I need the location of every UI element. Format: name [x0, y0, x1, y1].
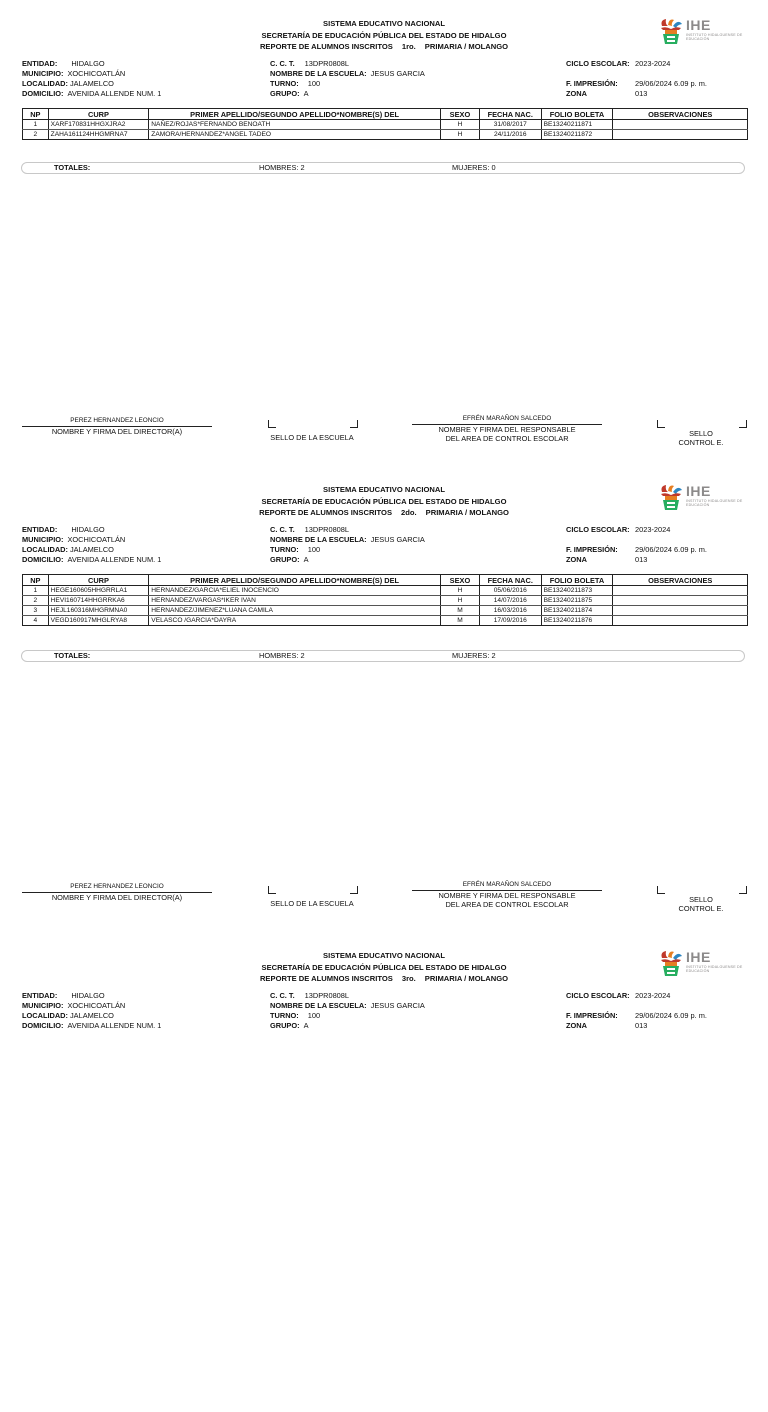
column-header: CURP	[48, 109, 149, 120]
director-signature: PEREZ HERNANDEZ LEONCIO NOMBRE Y FIRMA DEL DIRECTOR(A)	[22, 417, 212, 437]
table-row	[23, 596, 748, 606]
report-page	[0, 480, 768, 946]
control-stamp-label: SELLO CONTROL E.	[678, 895, 724, 913]
total-hombres: HOMBRES: 2	[259, 651, 305, 660]
school-stamp-label: SELLO DE LA ESCUELA	[270, 433, 354, 442]
ihe-logo-icon	[658, 16, 684, 46]
total-mujeres: MUJERES: 0	[452, 163, 496, 172]
cycle-info: CICLO ESCOLAR: 2023-2024 F. IMPRESIÓN: 29/06/2024 6.09 p. m. ZONA 013	[566, 991, 707, 1030]
header-line-1: SISTEMA EDUCATIVO NACIONAL	[323, 951, 445, 960]
column-header: OBSERVACIONES	[613, 575, 748, 586]
ihe-logo-icon	[658, 948, 684, 978]
table-header-row	[23, 109, 748, 120]
column-header: PRIMER APELLIDO/SEGUNDO APELLIDO*NOMBRE(S) DEL	[149, 109, 441, 120]
responsible-signature: EFRÉN MARAÑON SALCEDO NOMBRE Y FIRMA DEL RESPONSABLE DEL AREA DE CONTROL ESCOLAR	[412, 415, 602, 443]
column-header: OBSERVACIONES	[613, 109, 748, 120]
column-header: NP	[23, 109, 49, 120]
column-header: SEXO	[440, 109, 479, 120]
header-line-2: SECRETARÍA DE EDUCACIÓN PÚBLICA DEL ESTADO DE HIDALGO	[261, 962, 507, 972]
cell-sexo: H	[440, 130, 479, 140]
table-row	[23, 120, 748, 130]
logo-brand: IHE	[686, 949, 711, 965]
cell-np: 2	[23, 130, 49, 140]
control-stamp-label: SELLO CONTROL E.	[678, 429, 724, 447]
header-line-3: REPORTE DE ALUMNOS INSCRITOS 3ro. PRIMARIA / MOLANGO	[259, 974, 509, 983]
ihe-logo	[656, 16, 756, 48]
cell-nombre: HERNANDEZ/VARGAS*IKER IVAN	[149, 596, 441, 606]
cell-nombre: NAÑEZ/ROJAS*FERNANDO BENOATH	[149, 120, 441, 130]
cell-observaciones	[613, 616, 748, 626]
cell-observaciones	[613, 596, 748, 606]
table-row	[23, 616, 748, 626]
school-info: C. C. T. 13DPR0808L NOMBRE DE LA ESCUELA: JESUS GARCIA TURNO: 100 GRUPO: A	[270, 525, 425, 564]
students-table	[22, 108, 748, 140]
grade: 2do.	[401, 508, 417, 517]
cell-fecha: 05/06/2016	[479, 586, 541, 596]
column-header: FECHA NAC.	[479, 109, 541, 120]
cell-observaciones	[613, 130, 748, 140]
cell-curp: HEGE160605HHGRRLA1	[48, 586, 149, 596]
totals-bar	[21, 650, 745, 662]
cell-fecha: 31/08/2017	[479, 120, 541, 130]
totals-label: TOTALES:	[54, 163, 91, 172]
logo-subtitle: INSTITUTO HIDALGUENSE DE EDUCACIÓN	[686, 499, 743, 508]
column-header: FOLIO BOLETA	[541, 575, 613, 586]
header-line-2: SECRETARÍA DE EDUCACIÓN PÚBLICA DEL ESTADO DE HIDALGO	[261, 496, 507, 506]
table-row	[23, 130, 748, 140]
cell-folio: BE13240211874	[541, 606, 613, 616]
cell-observaciones	[613, 586, 748, 596]
cell-np: 3	[23, 606, 49, 616]
cell-sexo: H	[440, 586, 479, 596]
grade: 3ro.	[401, 974, 416, 983]
location-info: ENTIDAD: HIDALGO MUNICIPIO: XOCHICOATLÁN LOCALIDAD: JALAMELCO DOMICILIO: AVENIDA ALLENDE NUM. 1	[22, 525, 162, 564]
header-line-1: SISTEMA EDUCATIVO NACIONAL	[323, 485, 445, 494]
table-row	[23, 586, 748, 596]
column-header: FECHA NAC.	[479, 575, 541, 586]
cell-folio: BE13240211872	[541, 130, 613, 140]
cell-fecha: 17/09/2016	[479, 616, 541, 626]
cell-curp: VEGD160917MHGLRYA8	[48, 616, 149, 626]
cell-folio: BE13240211876	[541, 616, 613, 626]
totals-bar	[21, 162, 745, 174]
column-header: FOLIO BOLETA	[541, 109, 613, 120]
cell-curp: HEVI160714HHGRRKA6	[48, 596, 149, 606]
column-header: CURP	[48, 575, 149, 586]
cell-sexo: M	[440, 616, 479, 626]
report-page	[0, 14, 768, 480]
grade: 1ro.	[401, 42, 416, 51]
cell-np: 1	[23, 586, 49, 596]
cell-fecha: 14/07/2016	[479, 596, 541, 606]
cell-np: 4	[23, 616, 49, 626]
report-header	[0, 950, 768, 985]
cell-sexo: M	[440, 606, 479, 616]
cycle-info: CICLO ESCOLAR: 2023-2024 F. IMPRESIÓN: 29/06/2024 6.09 p. m. ZONA 013	[566, 525, 707, 564]
cell-fecha: 16/03/2016	[479, 606, 541, 616]
cell-sexo: H	[440, 120, 479, 130]
totals-label: TOTALES:	[54, 651, 91, 660]
logo-brand: IHE	[686, 17, 711, 33]
cell-folio: BE13240211871	[541, 120, 613, 130]
header-line-1: SISTEMA EDUCATIVO NACIONAL	[323, 19, 445, 28]
report-header	[0, 18, 768, 53]
cell-sexo: H	[440, 596, 479, 606]
cell-folio: BE13240211873	[541, 586, 613, 596]
cell-folio: BE13240211875	[541, 596, 613, 606]
report-page	[0, 946, 768, 1412]
cell-curp: XARF170831HHGXJRA2	[48, 120, 149, 130]
school-stamp-box	[268, 420, 358, 430]
total-mujeres: MUJERES: 2	[452, 651, 496, 660]
cell-np: 2	[23, 596, 49, 606]
header-line-2: SECRETARÍA DE EDUCACIÓN PÚBLICA DEL ESTADO DE HIDALGO	[261, 30, 507, 40]
ihe-logo	[656, 482, 756, 514]
cell-np: 1	[23, 120, 49, 130]
cell-nombre: VELASCO /GARCIA*DAYRA	[149, 616, 441, 626]
school-info: C. C. T. 13DPR0808L NOMBRE DE LA ESCUELA: JESUS GARCIA TURNO: 100 GRUPO: A	[270, 59, 425, 98]
responsible-signature: EFRÉN MARAÑON SALCEDO NOMBRE Y FIRMA DEL RESPONSABLE DEL AREA DE CONTROL ESCOLAR	[412, 881, 602, 909]
column-header: PRIMER APELLIDO/SEGUNDO APELLIDO*NOMBRE(S) DEL	[149, 575, 441, 586]
ihe-logo	[656, 948, 756, 980]
header-line-3: REPORTE DE ALUMNOS INSCRITOS 1ro. PRIMARIA / MOLANGO	[259, 42, 509, 51]
total-hombres: HOMBRES: 2	[259, 163, 305, 172]
cell-nombre: HERNANDEZ/GARCIA*ELIEL INOCENCIO	[149, 586, 441, 596]
ihe-logo-icon	[658, 482, 684, 512]
cycle-info: CICLO ESCOLAR: 2023-2024 F. IMPRESIÓN: 29/06/2024 6.09 p. m. ZONA 013	[566, 59, 707, 98]
cell-nombre: ZAMORA/HERNANDEZ*ANGEL TADEO	[149, 130, 441, 140]
report-header	[0, 484, 768, 519]
school-stamp-box	[268, 886, 358, 896]
students-table	[22, 574, 748, 626]
cell-curp: ZAHA161124HHGMRNA7	[48, 130, 149, 140]
cell-observaciones	[613, 120, 748, 130]
cell-fecha: 24/11/2016	[479, 130, 541, 140]
cell-curp: HEJL160316MHGRMNA0	[48, 606, 149, 616]
cell-nombre: HERNANDEZ/JIMENEZ*LUANA CAMILA	[149, 606, 441, 616]
table-header-row	[23, 575, 748, 586]
column-header: SEXO	[440, 575, 479, 586]
logo-brand: IHE	[686, 483, 711, 499]
school-info: C. C. T. 13DPR0808L NOMBRE DE LA ESCUELA: JESUS GARCIA TURNO: 100 GRUPO: A	[270, 991, 425, 1030]
table-row	[23, 606, 748, 616]
location-info: ENTIDAD: HIDALGO MUNICIPIO: XOCHICOATLÁN LOCALIDAD: JALAMELCO DOMICILIO: AVENIDA ALLENDE NUM. 1	[22, 59, 162, 98]
cell-observaciones	[613, 606, 748, 616]
header-line-3: REPORTE DE ALUMNOS INSCRITOS 2do. PRIMARIA / MOLANGO	[259, 508, 509, 517]
column-header: NP	[23, 575, 49, 586]
logo-subtitle: INSTITUTO HIDALGUENSE DE EDUCACIÓN	[686, 965, 743, 974]
school-stamp-label: SELLO DE LA ESCUELA	[270, 899, 354, 908]
location-info: ENTIDAD: HIDALGO MUNICIPIO: XOCHICOATLÁN LOCALIDAD: JALAMELCO DOMICILIO: AVENIDA ALLENDE NUM. 1	[22, 991, 162, 1030]
logo-subtitle: INSTITUTO HIDALGUENSE DE EDUCACIÓN	[686, 33, 743, 42]
director-signature: PEREZ HERNANDEZ LEONCIO NOMBRE Y FIRMA DEL DIRECTOR(A)	[22, 883, 212, 903]
